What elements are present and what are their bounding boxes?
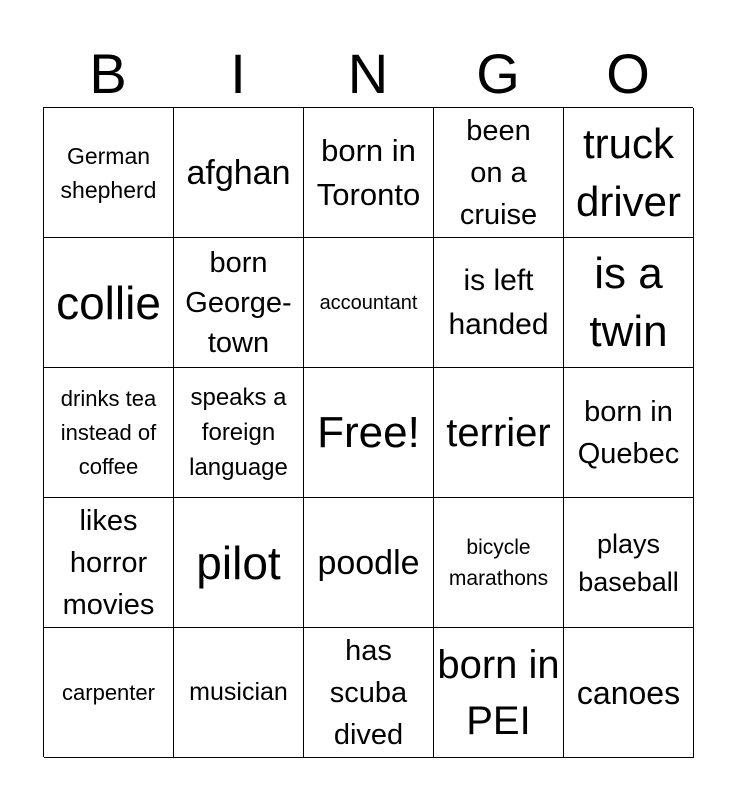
bingo-cell-text: likes horror movies bbox=[62, 504, 155, 621]
header-letter-g: G bbox=[476, 42, 520, 105]
bingo-cell[interactable] bbox=[174, 108, 304, 238]
bingo-cell-text: is left handed bbox=[448, 263, 549, 341]
bingo-cell[interactable] bbox=[434, 628, 564, 758]
bingo-cell[interactable] bbox=[434, 498, 564, 628]
header-letter-i: I bbox=[230, 42, 246, 105]
bingo-cell-text: born in PEI bbox=[437, 642, 560, 743]
bingo-cell-text: is a twin bbox=[589, 248, 668, 356]
bingo-cell-text: has scuba dived bbox=[329, 634, 408, 751]
bingo-cell[interactable] bbox=[44, 628, 174, 758]
bingo-cell-text: carpenter bbox=[62, 679, 155, 705]
bingo-cell[interactable] bbox=[564, 498, 694, 628]
bingo-cell-text: canoes bbox=[576, 674, 681, 711]
free-space-text: Free! bbox=[317, 407, 420, 457]
bingo-cell-text: collie bbox=[56, 276, 161, 329]
bingo-cell[interactable] bbox=[434, 108, 564, 238]
free-space-cell[interactable] bbox=[304, 368, 434, 498]
header-letter-n: N bbox=[347, 42, 389, 105]
bingo-cell[interactable] bbox=[44, 238, 174, 368]
header-letter-o: O bbox=[606, 42, 650, 105]
bingo-cell-text: poodle bbox=[317, 543, 420, 582]
bingo-cell[interactable] bbox=[174, 628, 304, 758]
bingo-cell[interactable] bbox=[304, 238, 434, 368]
bingo-cell[interactable] bbox=[564, 628, 694, 758]
bingo-card-grid bbox=[43, 107, 693, 757]
bingo-cell[interactable] bbox=[564, 368, 694, 498]
bingo-cell-text: musician bbox=[189, 678, 288, 706]
bingo-cell-text: afghan bbox=[186, 153, 291, 192]
bingo-cell-text: bicycle marathons bbox=[448, 535, 549, 590]
bingo-cell[interactable] bbox=[564, 238, 694, 368]
bingo-header bbox=[43, 40, 693, 108]
bingo-cell[interactable] bbox=[174, 498, 304, 628]
bingo-cell-text: pilot bbox=[196, 536, 281, 589]
bingo-cell[interactable] bbox=[304, 498, 434, 628]
bingo-cell[interactable] bbox=[434, 368, 564, 498]
bingo-cell-text: accountant bbox=[319, 291, 418, 314]
header-letter-b: B bbox=[89, 42, 127, 105]
bingo-cell[interactable] bbox=[304, 628, 434, 758]
bingo-cell-text: German shepherd bbox=[60, 142, 157, 203]
bingo-cell[interactable] bbox=[434, 238, 564, 368]
bingo-cell-text: terrier bbox=[446, 410, 551, 455]
bingo-cell-text: drinks tea instead of coffee bbox=[60, 385, 157, 479]
bingo-cell[interactable] bbox=[564, 108, 694, 238]
bingo-cell-text: plays baseball bbox=[578, 528, 679, 597]
bingo-cell-text: born George-town bbox=[185, 246, 292, 359]
bingo-cell[interactable] bbox=[44, 498, 174, 628]
bingo-cell[interactable] bbox=[44, 108, 174, 238]
bingo-cell[interactable] bbox=[174, 368, 304, 498]
bingo-cell-text: truck driver bbox=[575, 119, 682, 225]
bingo-cell[interactable] bbox=[304, 108, 434, 238]
bingo-cell[interactable] bbox=[44, 368, 174, 498]
bingo-cell-text: been on a cruise bbox=[459, 114, 538, 231]
bingo-cell-text: born in Toronto bbox=[316, 132, 421, 212]
bingo-cell-text: speaks a foreign language bbox=[189, 384, 288, 481]
bingo-cell-text: born in Quebec bbox=[577, 395, 680, 470]
bingo-cell[interactable] bbox=[174, 238, 304, 368]
